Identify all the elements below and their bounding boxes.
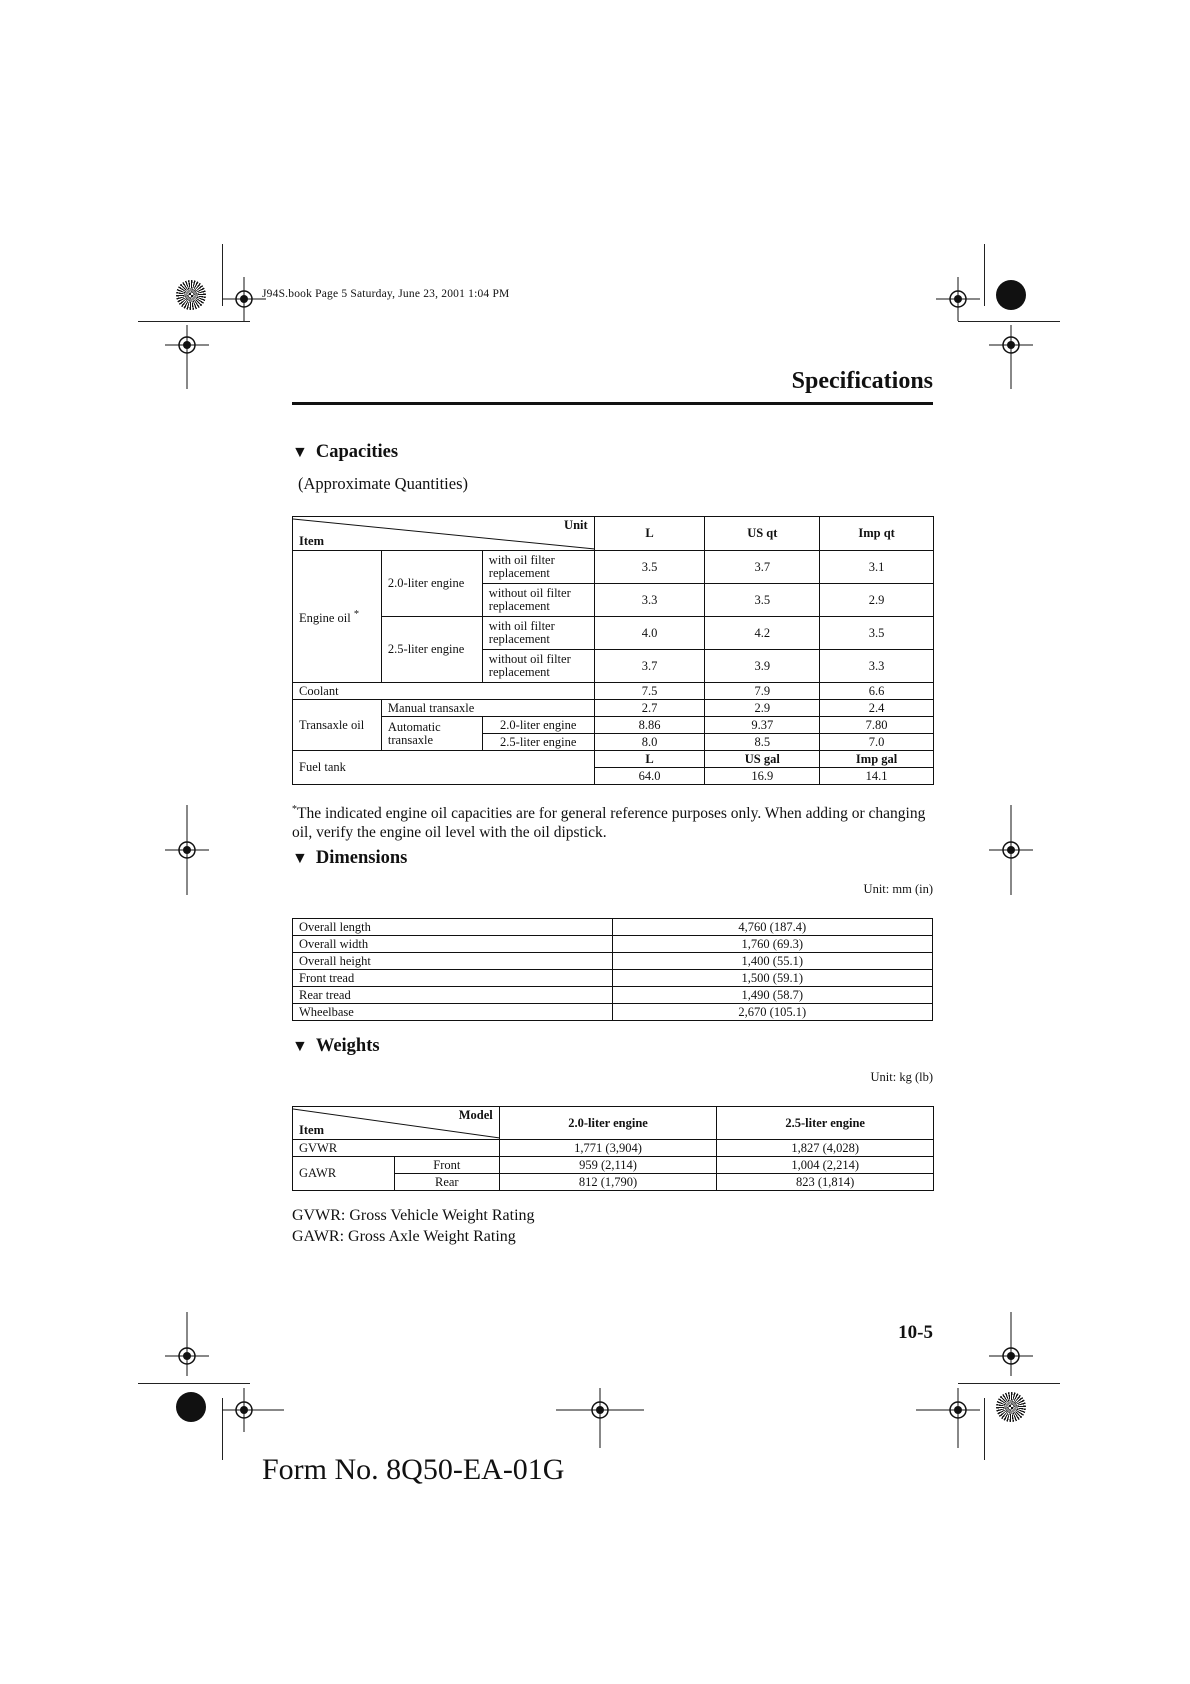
engine-2-5-label: 2.5-liter engine [381,617,482,683]
table-cell: 959 (2,114) [499,1157,717,1174]
fuel-unit-imp-gal: Imp gal [820,751,934,768]
gawr-label: GAWR [293,1157,395,1191]
col-header-us-qt: US qt [705,517,820,551]
table-cell: 1,004 (2,214) [717,1157,934,1174]
weights-unit-note: Unit: kg (lb) [870,1070,933,1084]
table-cell: 2.9 [705,700,820,717]
table-cell: 3.5 [820,617,934,650]
table-cell: 2.7 [594,700,705,717]
registration-mark-icon [989,805,1033,895]
registration-mark-icon [165,805,209,895]
weights-table [292,1106,934,1191]
table-cell: 1,771 (3,904) [499,1140,717,1157]
table-cell: Rear tread [293,987,613,1004]
title-rule [292,402,933,405]
table-cell: 3.3 [820,650,934,683]
table-cell: 7.5 [594,683,705,700]
gawr-front-label: Front [394,1157,499,1174]
registration-mark-icon [989,1312,1033,1376]
without-filter-label: without oil filter replacement [482,650,594,683]
auto-2-5-label: 2.5-liter engine [482,734,594,751]
manual-transaxle-label: Manual transaxle [381,700,594,717]
gvwr-label: GVWR [293,1140,500,1157]
table-cell: 1,827 (4,028) [717,1140,934,1157]
table-cell: 3.5 [594,551,705,584]
col-header-2-0-engine: 2.0-liter engine [499,1107,717,1140]
table-cell: Front tread [293,970,613,987]
table-cell: 8.5 [705,734,820,751]
capacities-heading: ▼ Capacities [292,442,399,462]
col-header-imp-qt: Imp qt [820,517,934,551]
color-bar-spoke-icon [996,1392,1026,1422]
black-dot-icon [996,280,1026,310]
table-cell: Overall length [293,919,613,936]
automatic-transaxle-label: Automatic transaxle [381,717,482,751]
fuel-unit-us-gal: US gal [705,751,820,768]
registration-mark-icon [916,1388,980,1448]
weights-header-diagonal: Model Item [293,1107,500,1140]
engine-2-0-label: 2.0-liter engine [381,551,482,617]
table-cell: 3.5 [705,584,820,617]
registration-mark-icon [165,325,209,389]
triangle-bullet-icon: ▼ [292,444,308,461]
without-filter-label: without oil filter replacement [482,584,594,617]
table-cell: 3.1 [820,551,934,584]
form-number: Form No. 8Q50-EA-01G [262,1453,565,1486]
capacities-header-diagonal: Unit Item [293,517,595,551]
coolant-label: Coolant [293,683,595,700]
table-cell: 9.37 [705,717,820,734]
page-title: Specifications [791,368,933,394]
dimensions-heading: ▼ Dimensions [292,848,408,868]
fuel-tank-label: Fuel tank [293,751,595,785]
table-cell: Wheelbase [293,1004,613,1021]
weights-heading: ▼ Weights [292,1036,380,1056]
engine-oil-note: *The indicated engine oil capacities are for general reference purposes only. When adding or changing oil, verify the engine oil level with the oil dipstick. [292,804,926,842]
table-cell: 3.7 [594,650,705,683]
table-cell: 812 (1,790) [499,1174,717,1191]
dimensions-table [292,918,933,1021]
table-cell: 16.9 [705,768,820,785]
table-cell: 64.0 [594,768,705,785]
table-cell: 3.7 [705,551,820,584]
table-cell: 4,760 (187.4) [612,919,932,936]
registration-mark-icon [222,1388,284,1432]
registration-mark-icon [222,277,266,321]
auto-2-0-label: 2.0-liter engine [482,717,594,734]
table-cell: 8.86 [594,717,705,734]
table-cell: 4.0 [594,617,705,650]
diagonal-divider [293,517,595,551]
gawr-rear-label: Rear [394,1174,499,1191]
table-cell: 6.6 [820,683,934,700]
table-cell: 1,760 (69.3) [612,936,932,953]
black-dot-icon [176,1392,206,1422]
dimensions-unit-note: Unit: mm (in) [863,882,933,896]
table-cell: 1,500 (59.1) [612,970,932,987]
table-cell: 2.4 [820,700,934,717]
table-cell: 3.9 [705,650,820,683]
table-cell: 1,400 (55.1) [612,953,932,970]
table-cell: 7.0 [820,734,934,751]
registration-mark-icon [989,325,1033,389]
fuel-unit-l: L [594,751,705,768]
table-cell: 7.9 [705,683,820,700]
table-cell: 7.80 [820,717,934,734]
table-cell: 823 (1,814) [717,1174,934,1191]
table-cell: Overall width [293,936,613,953]
table-cell: 2.9 [820,584,934,617]
transaxle-label: Transaxle oil [293,700,382,751]
col-header-2-5-engine: 2.5-liter engine [717,1107,934,1140]
table-cell: 14.1 [820,768,934,785]
triangle-bullet-icon: ▼ [292,850,308,867]
with-filter-label: with oil filter replacement [482,551,594,584]
capacities-table [292,516,934,785]
engine-oil-label: Engine oil * [293,551,382,683]
table-cell: 3.3 [594,584,705,617]
gvwr-definition: GVWR: Gross Vehicle Weight Rating [292,1207,535,1224]
table-cell: 2,670 (105.1) [612,1004,932,1021]
table-cell: 4.2 [705,617,820,650]
registration-mark-icon [165,1312,209,1376]
with-filter-label: with oil filter replacement [482,617,594,650]
col-header-l: L [594,517,705,551]
page-number: 10-5 [898,1322,933,1343]
gawr-definition: GAWR: Gross Axle Weight Rating [292,1228,516,1245]
table-cell: 1,490 (58.7) [612,987,932,1004]
capacities-subheading: (Approximate Quantities) [298,474,468,493]
triangle-bullet-icon: ▼ [292,1038,308,1055]
book-slug: J94S.book Page 5 Saturday, June 23, 2001 1:04 PM [262,288,510,300]
table-cell: Overall height [293,953,613,970]
registration-mark-icon [936,277,980,321]
table-cell: 8.0 [594,734,705,751]
weight-definitions [292,1205,535,1247]
registration-mark-icon [556,1388,644,1448]
color-bar-spoke-icon [176,280,206,310]
